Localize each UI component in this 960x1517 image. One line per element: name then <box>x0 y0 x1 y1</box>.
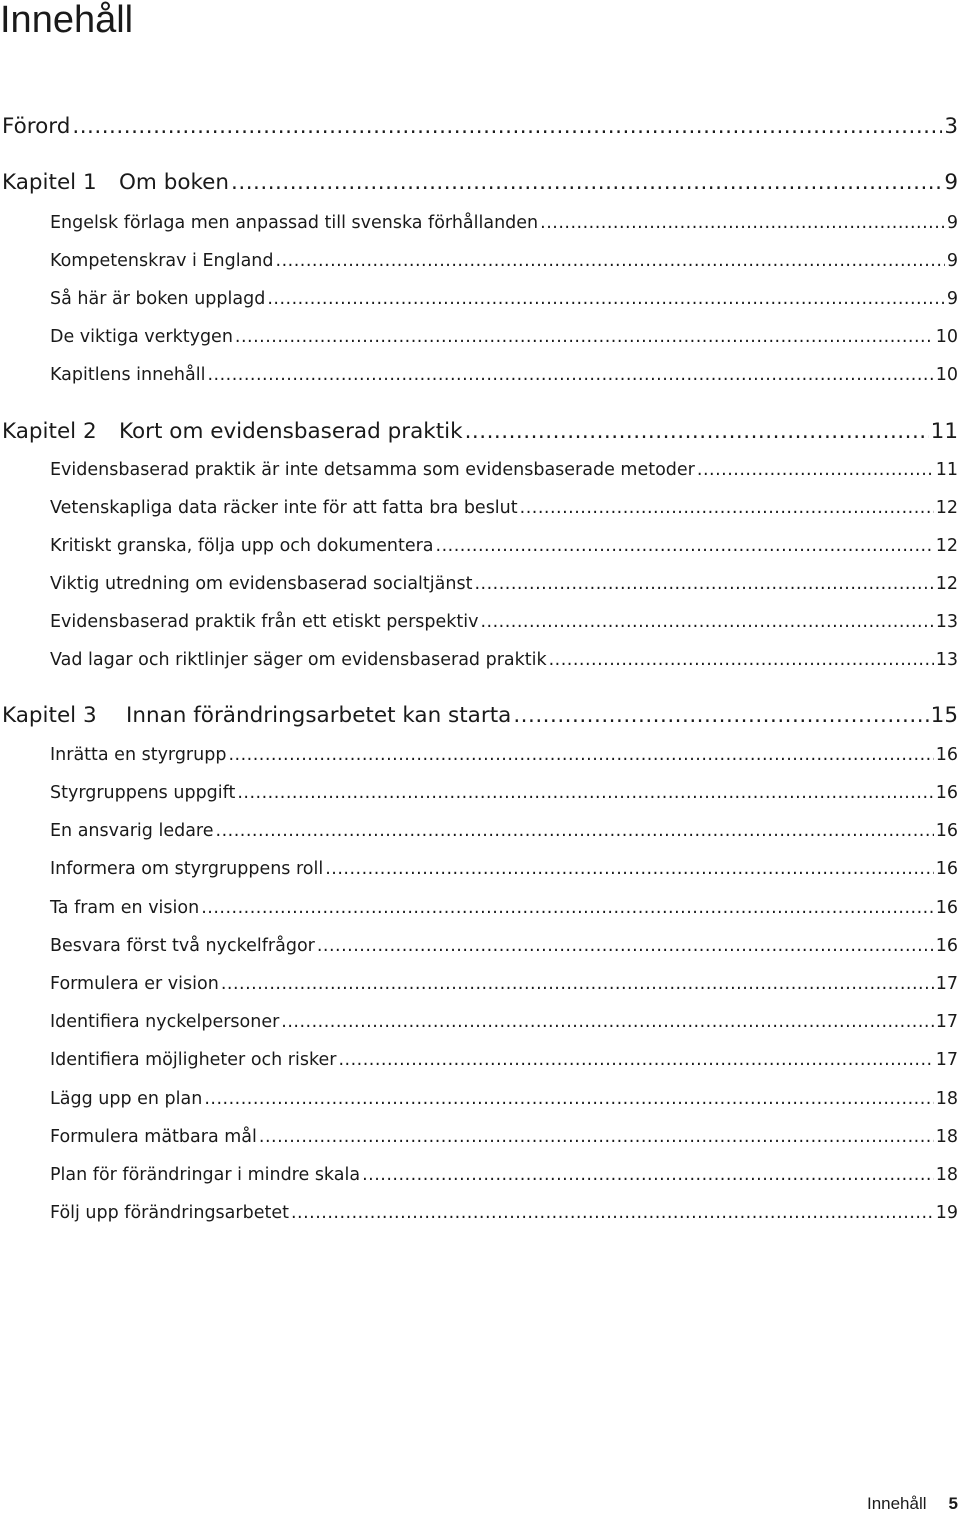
toc-entry-page: 13 <box>935 612 958 632</box>
dot-leader <box>325 859 933 879</box>
toc-entry[interactable] <box>50 1203 958 1227</box>
footer-section-name: Innehåll <box>866 1494 927 1513</box>
dot-leader <box>549 650 934 670</box>
dot-leader <box>436 536 934 556</box>
toc-entry[interactable] <box>50 936 958 960</box>
dot-leader <box>465 419 929 444</box>
toc-entry-page: 11 <box>935 460 958 480</box>
dot-leader <box>317 936 934 956</box>
toc-entry-page: 10 <box>935 327 958 347</box>
toc-entry[interactable] <box>50 1050 958 1074</box>
toc-entry[interactable] <box>50 821 958 845</box>
toc-entry-page: 16 <box>935 936 958 956</box>
toc-entry-label: De viktiga verktygen <box>50 327 233 347</box>
toc-entry-page: 17 <box>935 1050 958 1070</box>
toc-entry-chapter-2[interactable] <box>2 419 958 447</box>
toc-entry-label: Inrätta en styrgrupp <box>50 745 227 765</box>
toc-entry-label: Lägg upp en plan <box>50 1089 203 1109</box>
toc-entry[interactable] <box>50 574 958 598</box>
toc-entry-label: Följ upp förändringsarbetet <box>50 1203 289 1223</box>
toc-entry[interactable] <box>50 327 958 351</box>
dot-leader <box>480 612 933 632</box>
dot-leader <box>540 213 945 233</box>
toc-entry[interactable] <box>50 898 958 922</box>
toc-entry-chapter-3[interactable] <box>2 703 958 731</box>
dot-leader <box>474 574 933 594</box>
dot-leader <box>697 460 934 480</box>
dot-leader <box>237 783 933 803</box>
toc-entry-page: 12 <box>935 498 958 518</box>
toc-entry-label: Förord <box>2 114 71 139</box>
toc-entry-label: Evidensbaserad praktik är inte detsamma som evidensbaserade metoder <box>50 460 695 480</box>
chapter-number: Kapitel 1 <box>2 170 97 195</box>
toc-entry[interactable] <box>50 213 958 237</box>
dot-leader <box>235 327 934 347</box>
dot-leader <box>281 1012 933 1032</box>
toc-entry-page: 3 <box>944 114 958 139</box>
toc-entry-label: Plan för förändringar i mindre skala <box>50 1165 361 1185</box>
toc-entry-label: Formulera er vision <box>50 974 219 994</box>
chapter-number: Kapitel 3 <box>2 703 97 728</box>
toc-entry[interactable] <box>50 974 958 998</box>
toc-entry-page: 15 <box>930 703 958 728</box>
dot-leader <box>291 1203 934 1223</box>
page-title: Innehåll <box>0 0 134 41</box>
toc-entry-page: 9 <box>946 251 958 271</box>
chapter-number: Kapitel 2 <box>2 419 97 444</box>
toc-entry-page: 18 <box>935 1127 958 1147</box>
toc-entry-label: Informera om styrgruppens roll <box>50 859 324 879</box>
toc-entry[interactable] <box>50 745 958 769</box>
toc-entry[interactable] <box>50 1089 958 1113</box>
toc-entry-page: 17 <box>935 974 958 994</box>
toc-entry[interactable] <box>50 859 958 883</box>
dot-leader <box>513 703 928 728</box>
toc-entry-label: Om boken <box>119 170 230 195</box>
toc-entry-page: 16 <box>935 821 958 841</box>
toc-entry-foreword[interactable] <box>2 114 958 142</box>
dot-leader <box>362 1165 934 1185</box>
dot-leader <box>204 1089 933 1109</box>
toc-entry-page: 9 <box>946 213 958 233</box>
dot-leader <box>338 1050 933 1070</box>
dot-leader <box>207 365 933 385</box>
dot-leader <box>520 498 934 518</box>
toc-entry[interactable] <box>50 289 958 313</box>
dot-leader <box>231 170 942 195</box>
dot-leader <box>72 114 942 139</box>
toc-entry[interactable] <box>50 1012 958 1036</box>
toc-entry-page: 16 <box>935 859 958 879</box>
toc-entry[interactable] <box>50 460 958 484</box>
toc-entry-label: Innan förändringsarbetet kan starta <box>126 703 512 728</box>
toc-entry[interactable] <box>50 1127 958 1151</box>
dot-leader <box>221 974 934 994</box>
toc-entry[interactable] <box>50 251 958 275</box>
toc-entry[interactable] <box>50 612 958 636</box>
page-number: 5 <box>948 1494 958 1513</box>
toc-entry-label: Kort om evidensbaserad praktik <box>119 419 463 444</box>
toc-entry-label: Vad lagar och riktlinjer säger om evidensbaserad praktik <box>50 650 547 670</box>
toc-entry-page: 12 <box>935 574 958 594</box>
dot-leader <box>201 898 934 918</box>
toc-entry-label: Formulera mätbara mål <box>50 1127 257 1147</box>
toc-entry-label: Kritiskt granska, följa upp och dokumentera <box>50 536 434 556</box>
toc-entry-label: Identifiera nyckelpersoner <box>50 1012 280 1032</box>
toc-entry-page: 18 <box>935 1089 958 1109</box>
toc-entry-label: Besvara först två nyckelfrågor <box>50 936 315 956</box>
dot-leader <box>276 251 945 271</box>
toc-entry[interactable] <box>50 650 958 674</box>
toc-entry-chapter-1[interactable] <box>2 170 958 198</box>
toc-entry-label: Kapitlens innehåll <box>50 365 206 385</box>
toc-entry-label: Kompetenskrav i England <box>50 251 274 271</box>
toc-entry-label: Evidensbaserad praktik från ett etiskt perspektiv <box>50 612 479 632</box>
toc-entry-label: Styrgruppens uppgift <box>50 783 236 803</box>
toc-entry-page: 13 <box>935 650 958 670</box>
toc-entry-label: En ansvarig ledare <box>50 821 214 841</box>
toc-entry-page: 12 <box>935 536 958 556</box>
toc-entry-page: 18 <box>935 1165 958 1185</box>
toc-entry-page: 16 <box>935 745 958 765</box>
toc-entry[interactable] <box>50 498 958 522</box>
dot-leader <box>267 289 945 309</box>
toc-entry-page: 9 <box>944 170 958 195</box>
toc-entry-page: 10 <box>935 365 958 385</box>
dot-leader <box>228 745 933 765</box>
dot-leader <box>216 821 934 841</box>
toc-entry-page: 11 <box>930 419 958 444</box>
toc-entry-label: Identifiera möjligheter och risker <box>50 1050 337 1070</box>
toc-entry[interactable] <box>50 536 958 560</box>
toc-entry[interactable] <box>50 365 958 389</box>
toc-entry-page: 9 <box>946 289 958 309</box>
toc-entry-label: Ta fram en vision <box>50 898 200 918</box>
toc-entry-page: 19 <box>935 1203 958 1223</box>
toc-entry[interactable] <box>50 783 958 807</box>
toc-entry-label: Så här är boken upplagd <box>50 289 266 309</box>
toc-entry-label: Engelsk förlaga men anpassad till svenska förhållanden <box>50 213 539 233</box>
page-footer <box>867 1494 958 1514</box>
toc-entry-page: 17 <box>935 1012 958 1032</box>
toc-entry-label: Vetenskapliga data räcker inte för att fatta bra beslut <box>50 498 518 518</box>
toc-entry[interactable] <box>50 1165 958 1189</box>
dot-leader <box>259 1127 934 1147</box>
toc-entry-page: 16 <box>935 898 958 918</box>
toc-entry-page: 16 <box>935 783 958 803</box>
toc-entry-label: Viktig utredning om evidensbaserad socialtjänst <box>50 574 473 594</box>
